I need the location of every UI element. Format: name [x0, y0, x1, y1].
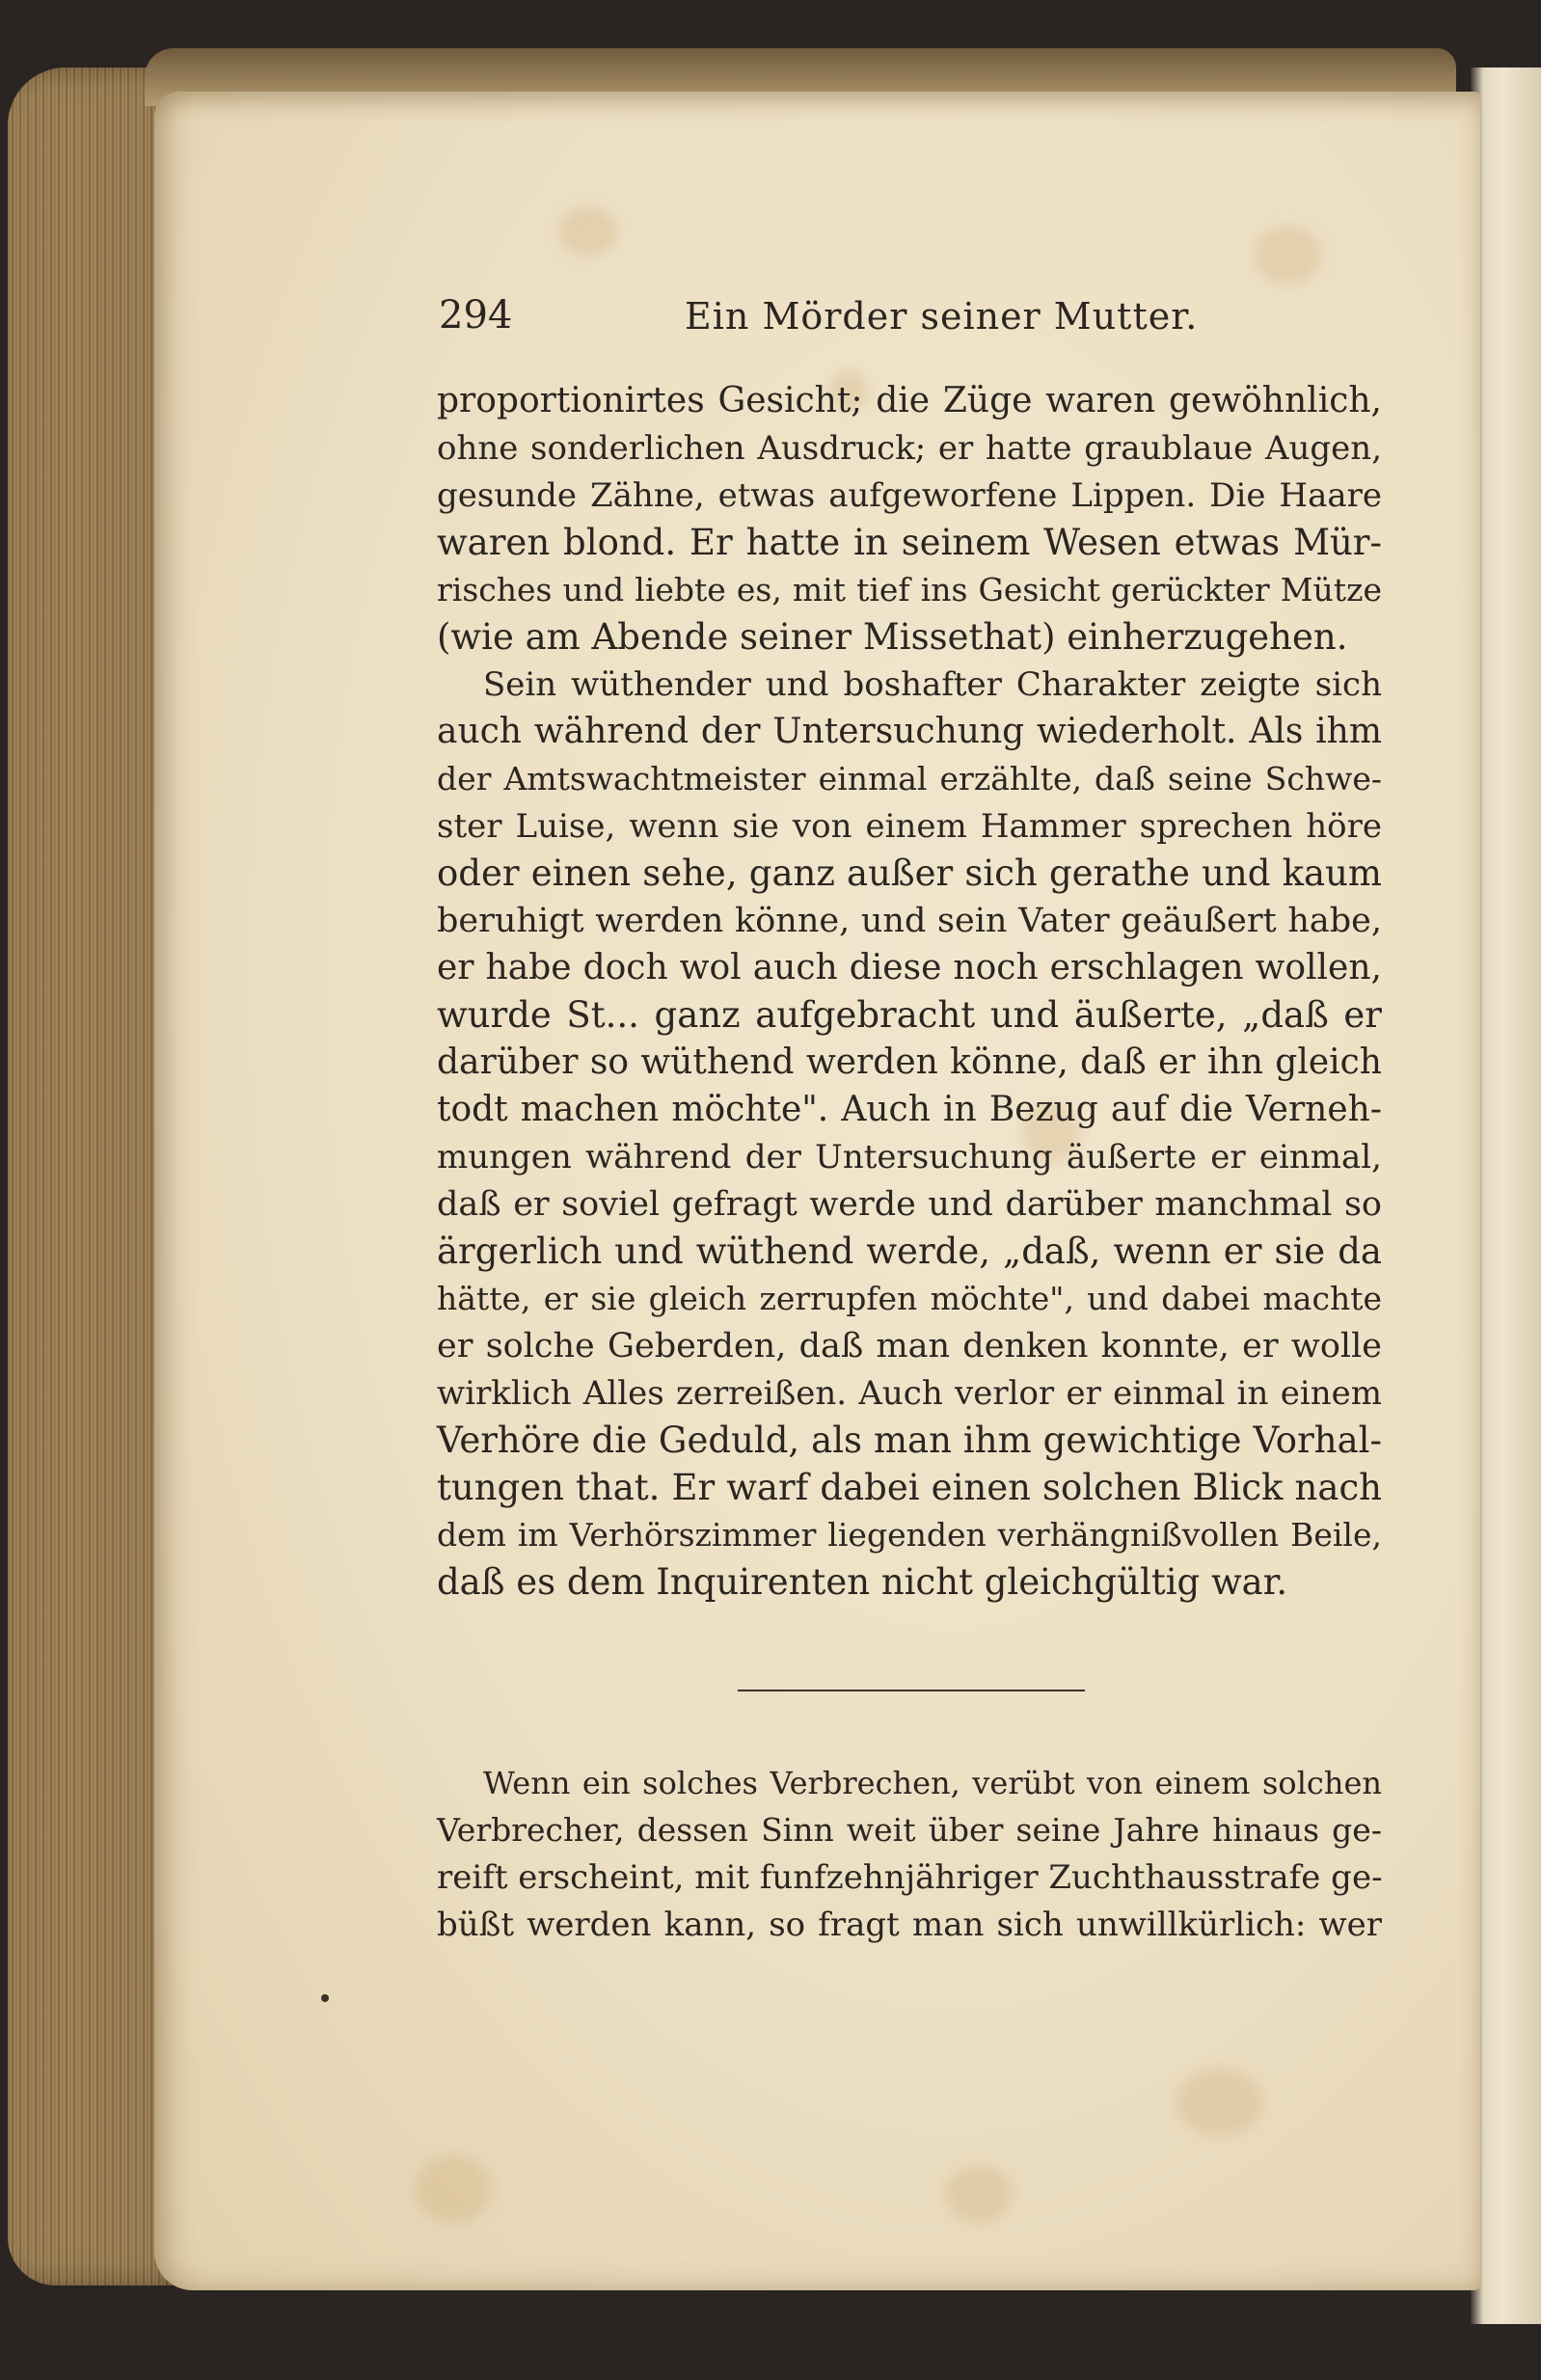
text-line: Wenn ein solches Verbrechen, verübt von einem solchen	[483, 1765, 1382, 1801]
text-line: ärgerlich und wüthend werde, „daß, wenn er sie da	[437, 1231, 1382, 1272]
text-line: er habe doch wol auch diese noch erschlagen wollen,	[437, 948, 1382, 987]
text-line: Verhöre die Geduld, als man ihm gewichtige Vorhal-	[437, 1420, 1382, 1461]
text-line: daß er soviel gefragt werde und darüber manchmal so	[437, 1185, 1382, 1224]
page-number: 294	[439, 293, 513, 338]
text-line: gesunde Zähne, etwas aufgeworfene Lippen. Die Haare	[437, 476, 1382, 515]
facing-page-edge	[1471, 68, 1541, 2324]
stain	[415, 2155, 492, 2223]
section-divider	[738, 1690, 1085, 1691]
body-paragraphs	[437, 378, 1382, 1632]
stain	[1254, 227, 1321, 284]
text-line: Sein wüthender und boshafter Charakter zeigte sich	[483, 665, 1382, 704]
text-line: proportionirtes Gesicht; die Züge waren gewöhnlich,	[437, 381, 1382, 420]
text-line: tungen that. Er warf dabei einen solchen Blick nach	[437, 1467, 1382, 1508]
text-line: dem im Verhörszimmer liegenden verhängnißvollen Beile,	[437, 1516, 1382, 1554]
running-title: Ein Mörder seiner Mutter.	[685, 295, 1199, 338]
ink-speck	[321, 1994, 329, 2002]
text-line: büßt werden kann, so fragt man sich unwillkürlich: wer	[437, 1906, 1382, 1944]
text-line: ster Luise, wenn sie von einem Hammer sprechen höre	[437, 807, 1382, 846]
text-line: todt machen möchte". Auch in Bezug auf die Verneh-	[437, 1090, 1382, 1129]
text-line: Verbrecher, dessen Sinn weit über seine Jahre hinaus ge-	[437, 1811, 1382, 1849]
text-line: beruhigt werden könne, und sein Vater geäußert habe,	[437, 902, 1382, 940]
running-head	[439, 289, 1403, 347]
text-line: mungen während der Untersuchung äußerte er einmal,	[437, 1138, 1382, 1176]
stain	[1176, 2069, 1263, 2136]
text-line: er solche Geberden, daß man denken konnte, er wolle	[437, 1327, 1382, 1366]
text-line: wurde St... ganz aufgebracht und äußerte, „daß er	[437, 994, 1382, 1036]
text-line: darüber so wüthend werden könne, daß er ihn gleich	[437, 1042, 1382, 1082]
text-line: risches und liebte es, mit tief ins Gesicht gerückter Mütze	[437, 571, 1382, 609]
text-line: (wie am Abende seiner Missethat) einherzugehen.	[437, 616, 1348, 658]
text-line: auch während der Untersuchung wiederholt. Als ihm	[437, 712, 1382, 751]
text-line: waren blond. Er hatte in seinem Wesen etwas Mür-	[437, 522, 1382, 563]
text-line: wirklich Alles zerreißen. Auch verlor er einmal in einem	[437, 1374, 1382, 1413]
text-line: oder einen sehe, ganz außer sich gerathe und kaum	[437, 852, 1382, 894]
text-line: hätte, er sie gleich zerrupfen möchte", und dabei machte	[437, 1280, 1382, 1317]
stain	[559, 207, 617, 256]
stain	[945, 2165, 1013, 2223]
text-line: reift erscheint, mit funfzehnjähriger Zuchthausstrafe ge-	[437, 1858, 1383, 1897]
text-line: der Amtswachtmeister einmal erzählte, daß seine Schwe-	[437, 760, 1382, 798]
text-line: ohne sonderlichen Ausdruck; er hatte graublaue Augen,	[437, 429, 1382, 468]
text-line: daß es dem Inquirenten nicht gleichgültig war.	[437, 1561, 1288, 1603]
closing-paragraph	[437, 1760, 1382, 2011]
